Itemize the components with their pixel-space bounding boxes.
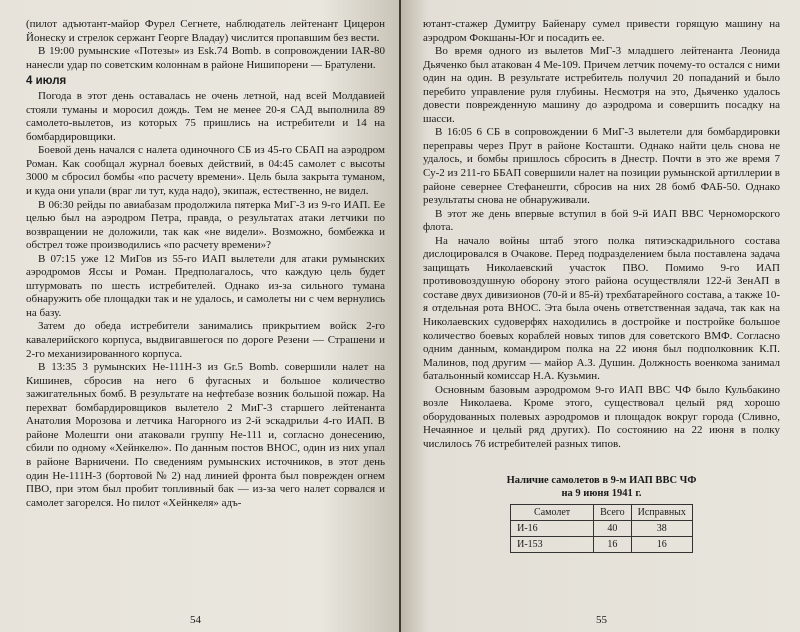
aircraft-table xyxy=(510,504,693,553)
section-heading: 4 июля xyxy=(26,75,67,88)
table-caption xyxy=(423,474,780,500)
table-caption-line: на 9 июня 1941 г. xyxy=(561,487,642,499)
page-number: 55 xyxy=(596,614,607,626)
cell-serviceable: 38 xyxy=(631,520,692,536)
table-row xyxy=(511,520,693,536)
paragraph: Затем до обеда истребители занимались прикрытием войск 2-го кавалерийского корпуса, выдвигавшегося по дороге Резени — Страшени и 2-го механизированного корпуса. xyxy=(26,320,385,360)
table-row xyxy=(511,536,693,552)
column-header-total: Всего xyxy=(594,504,632,520)
table-header-row xyxy=(511,504,693,520)
column-header-serviceable: Исправных xyxy=(631,504,692,520)
left-page xyxy=(0,0,399,632)
paragraph: Погода в этот день оставалась не очень летной, над всей Молдавией стояли туманы и моросил дождь. Тем не менее 20-я САД выполнила 89 самолето-вылетов, из которых 75 пришлись на истребители и 14 на бомбардировщики. xyxy=(26,90,385,143)
paragraph: Основным базовым аэродромом 9-го ИАП ВВС ЧФ было Кульбакино возле Николаева. Кроме этого, существовал целый ряд хорошо оборудованных полевых аэродромов и площадок вокруг города (Сливно, Нечаянное и целый ряд других). По состоянию на 22 июня в полку числилось 76 истребителей разных типов. xyxy=(423,383,780,450)
cell-aircraft: И-16 xyxy=(511,520,594,536)
cell-serviceable: 16 xyxy=(631,536,692,552)
paragraph: На начало войны штаб этого полка пятиэскадрильного состава дислоцировался в Очакове. Перед подразделением была поставлена задача защищать Николаевский участок ПВО. Помимо 9-го ИАП противовоздушную оборону этого района осуществляли 122-й ЗенАП в составе двух дивизионов (70-й и 85-й) трехбатарейного состава, а также 10-я отдельная рота ВНОС. Эта была очень ответственная задача, так как на Николаевских судоверфях находились в достройке и постройке большое количество боевых кораблей новых типов для советского ВМФ. Согласно одним данным, командиром полка на 22 июня был подполковник К.П. Малинов, под другим — майор А.З. Душин. Должность военкома занимал батальонный комиссар Н.А. Кузьмин. xyxy=(423,234,780,383)
right-page xyxy=(401,0,800,632)
paragraph: Боевой день начался с налета одиночного СБ из 45-го СБАП на аэродром Роман. Как сообщал журнал боевых действий, в 04:45 самолет с высоты 3000 м сбросил бомбы «по расчету времени». Цель была закрыта туманом, и куда они упали (враг ли тут, куда надо), экипаж, естественно, не видел. xyxy=(26,144,385,198)
paragraph: В 16:05 6 СБ в сопровождении 6 МиГ-3 вылетели для бомбардировки переправы через Прут в районе Косташти. Однако найти цель снова не удалось, и бомбы пришлось сбросить в Днестр. Почти в это же время 7 Су-2 из 211-го ББАП совершили налет на позиции румынской артиллерии в районе севернее Стефанешти, сбросив на них 28 бомб ФАБ-50. Однако результаты снова не обнаруживали. xyxy=(423,126,780,207)
cell-aircraft: И-153 xyxy=(511,536,594,552)
paragraph: Во время одного из вылетов МиГ-3 младшего лейтенанта Леонида Дьяченко был атакован 4 Ме-109. Причем летчик почему-то остался с ними один на один. В результате истребитель получил 20 попаданий и было перебито управление руля глубины. Несмотря на это, Дьяченко удалось довести поврежденную машину до аэродрома и совершить посадку на шасси. xyxy=(423,45,780,125)
paragraph: В этот же день впервые вступил в бой 9-й ИАП ВВС Черноморского флота. xyxy=(423,207,780,234)
paragraph: В 13:35 3 румынских Не-111Н-3 из Gr.5 Bomb. совершили налет на Кишинев, сбросив на него 6 фугасных и большое количество зажигательных бомб. В результате на нефтебазе возник большой пожар. На перехват бомбардировщиков вылетело 2 МиГ-3 старшего лейтенанта Анатолия Морозова и летчика Нагорного из 2-й эскадрильи 4-го ИАП. В районе Молешти они атаковали группу Не-111 и, согласно донесению, сбили по одному «Хейнкелю». По данным постов ВНОС, один из них упал в районе Варничени. По сведениям румынских источников, в этот день один Не-111Н-3 (бортовой № 2) над линией фронта был поврежден огнем ПВО, при этом был пробит топливный бак — из-за чего налет сорвался и самолет загорелся. Но пилот «Хейнкеля» адъ- xyxy=(26,361,385,509)
page-number: 54 xyxy=(190,614,201,626)
paragraph: (пилот адъютант-майор Фурел Сегнете, наблюдатель лейтенант Цицерон Йонеску и стрелок сержант Георге Владау) числится пропавшим без вести. xyxy=(26,18,385,44)
paragraph: В 06:30 рейды по авиабазам продолжила пятерка МиГ-3 из 9-го ИАП. Ее целью был на аэродром Петра, правда, о результатах атаки летчики по возвращении не доложили, так как «не видели». Возможно, бомбежка и обстрел тоже производились «по расчету времени»? xyxy=(26,198,385,252)
column-header-aircraft: Самолет xyxy=(511,504,594,520)
table-caption-line: Наличие самолетов в 9-м ИАП ВВС ЧФ xyxy=(506,474,697,486)
paragraph: В 07:15 уже 12 МиГов из 55-го ИАП вылетели для атаки румынских аэродромов Яссы и Роман. Предполагалось, что каждую цель будет штурмовать по шесть истребителей. Однако из-за сильного тумана обнаружить обе площадки так и не удалось, и самолеты ни с чем вернулись на базу. xyxy=(26,252,385,319)
cell-total: 16 xyxy=(594,536,632,552)
paragraph: В 19:00 румынские «Потезы» из Esk.74 Bomb. в сопровождении IAR-80 нанесли удар по советским колоннам в районе Нишипорени — Братулени. xyxy=(26,45,385,71)
cell-total: 40 xyxy=(594,520,632,536)
paragraph: ютант-стажер Думитру Байенару сумел привести горящую машину на аэродром Фокшаны-Юг и посадить ее. xyxy=(423,18,780,44)
